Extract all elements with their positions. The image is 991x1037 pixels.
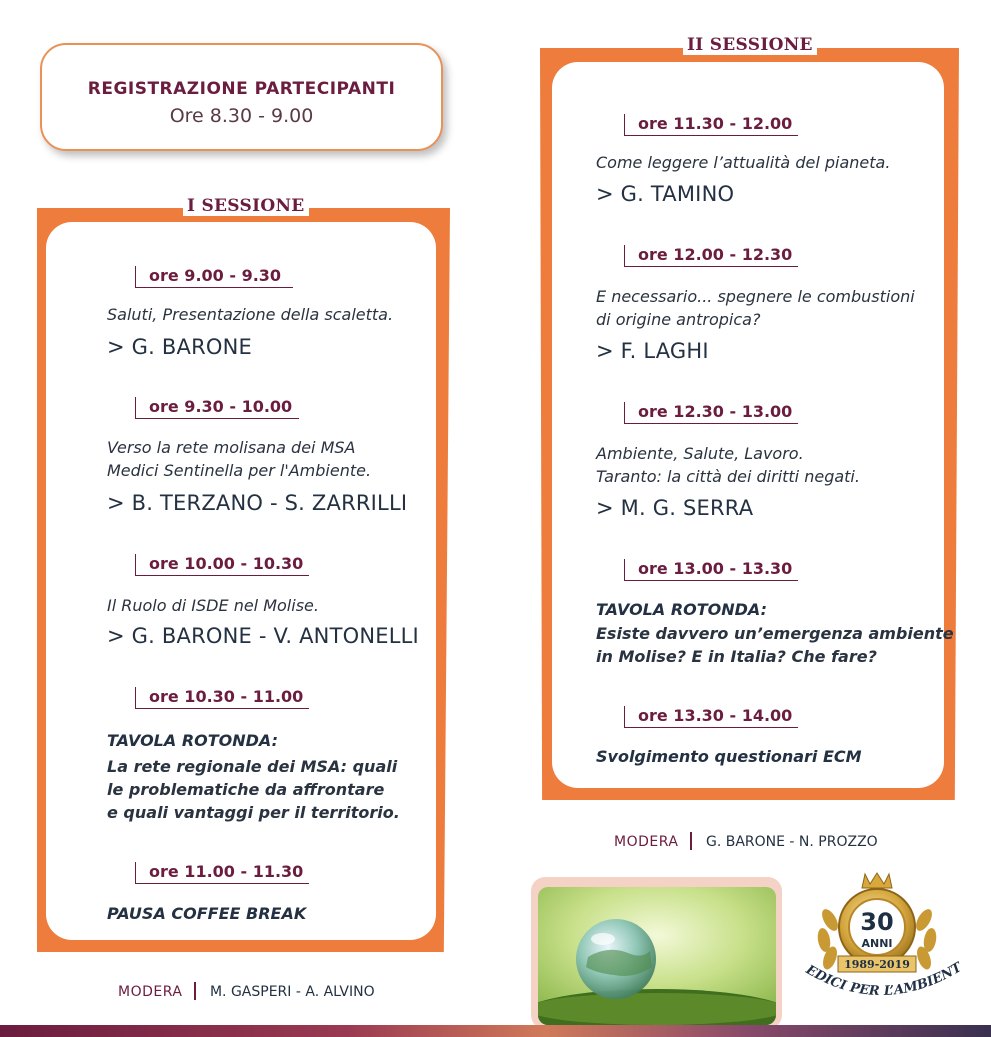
- s1-desc-4a: La rete regionale dei MSA: quali: [107, 757, 398, 776]
- s1-speaker-3: > G. BARONE - V. ANTONELLI: [107, 624, 419, 648]
- s2-time-5: ore 13.30 - 14.00: [624, 706, 798, 728]
- s2-desc-4b: in Molise? E in Italia? Che fare?: [596, 647, 877, 666]
- anniversary-logo: [800, 870, 965, 1010]
- s2-speaker-1: > G. TAMINO: [596, 182, 735, 206]
- s2-speaker-3: > M. G. SERRA: [596, 496, 754, 520]
- logo-years: 1989-2019: [844, 958, 910, 971]
- registration-title: REGISTRAZIONE PARTECIPANTI: [87, 79, 396, 99]
- s1-desc-2a: Verso la rete molisana dei MSA: [107, 438, 356, 457]
- s2-desc-2b: di origine antropica?: [596, 310, 761, 329]
- s1-desc-2b: Medici Sentinella per l'Ambiente.: [107, 461, 372, 480]
- s1-heading-4: TAVOLA ROTONDA:: [107, 731, 279, 750]
- s1-desc-3: Il Ruolo di ISDE nel Molise.: [107, 596, 319, 615]
- session1-title: I SESSIONE: [183, 196, 309, 216]
- modera-label: MODERA: [614, 834, 679, 850]
- session2-moderators: [614, 832, 878, 850]
- s1-speaker-1: > G. BARONE: [107, 335, 252, 359]
- s2-heading-4: TAVOLA ROTONDA:: [596, 600, 768, 619]
- session1-panel: [46, 222, 436, 940]
- footer-bar: [0, 1025, 991, 1037]
- modera-divider: [194, 982, 196, 1000]
- s2-desc-4a: Esiste davvero un’emergenza ambiente: [596, 624, 954, 643]
- s2-desc-3b: Taranto: la città dei diritti negati.: [596, 467, 860, 486]
- s1-desc-4c: e quali vantaggi per il territorio.: [107, 803, 400, 822]
- s1-time-5: ore 11.00 - 11.30: [135, 862, 309, 884]
- s2-desc-2a: E necessario... spegnere le combustioni: [596, 287, 915, 306]
- registration-time: Ore 8.30 - 9.00: [169, 105, 314, 127]
- s2-speaker-2: > F. LAGHI: [596, 339, 709, 363]
- s1-time-2: ore 9.30 - 10.00: [135, 397, 299, 419]
- s1-desc-4b: le problematiche da affrontare: [107, 780, 385, 799]
- globe-photo: [538, 887, 776, 1025]
- logo-number: 30: [860, 908, 894, 936]
- s2-time-3: ore 12.30 - 13.00: [624, 402, 798, 424]
- s2-time-1: ore 11.30 - 12.00: [624, 114, 798, 136]
- logo-anni: ANNI: [861, 937, 893, 950]
- registration-box: [40, 43, 443, 151]
- s2-time-4: ore 13.00 - 13.30: [624, 559, 798, 581]
- s1-speaker-2: > B. TERZANO - S. ZARRILLI: [107, 491, 408, 515]
- modera-names: M. GASPERI - A. ALVINO: [209, 984, 375, 1000]
- modera-names: G. BARONE - N. PROZZO: [705, 834, 878, 850]
- s2-desc-3a: Ambiente, Salute, Lavoro.: [596, 444, 804, 463]
- s2-desc-1: Come leggere l’attualità del pianeta.: [596, 153, 891, 172]
- s1-time-1: ore 9.00 - 9.30: [135, 266, 293, 288]
- s2-time-2: ore 12.00 - 12.30: [624, 245, 798, 267]
- s2-heading-5: Svolgimento questionari ECM: [596, 747, 862, 766]
- s1-heading-5: PAUSA COFFEE BREAK: [107, 904, 307, 923]
- session1-moderators: [118, 982, 375, 1000]
- modera-divider: [690, 832, 692, 850]
- modera-label: MODERA: [118, 984, 183, 1000]
- s1-desc-1: Saluti, Presentazione della scaletta.: [107, 305, 394, 324]
- s1-time-4: ore 10.30 - 11.00: [135, 687, 309, 709]
- logo-org-text: EDICI PER L’AMBIENT: [803, 960, 965, 1000]
- session2-title: II SESSIONE: [683, 35, 817, 55]
- s1-time-3: ore 10.00 - 10.30: [135, 554, 309, 576]
